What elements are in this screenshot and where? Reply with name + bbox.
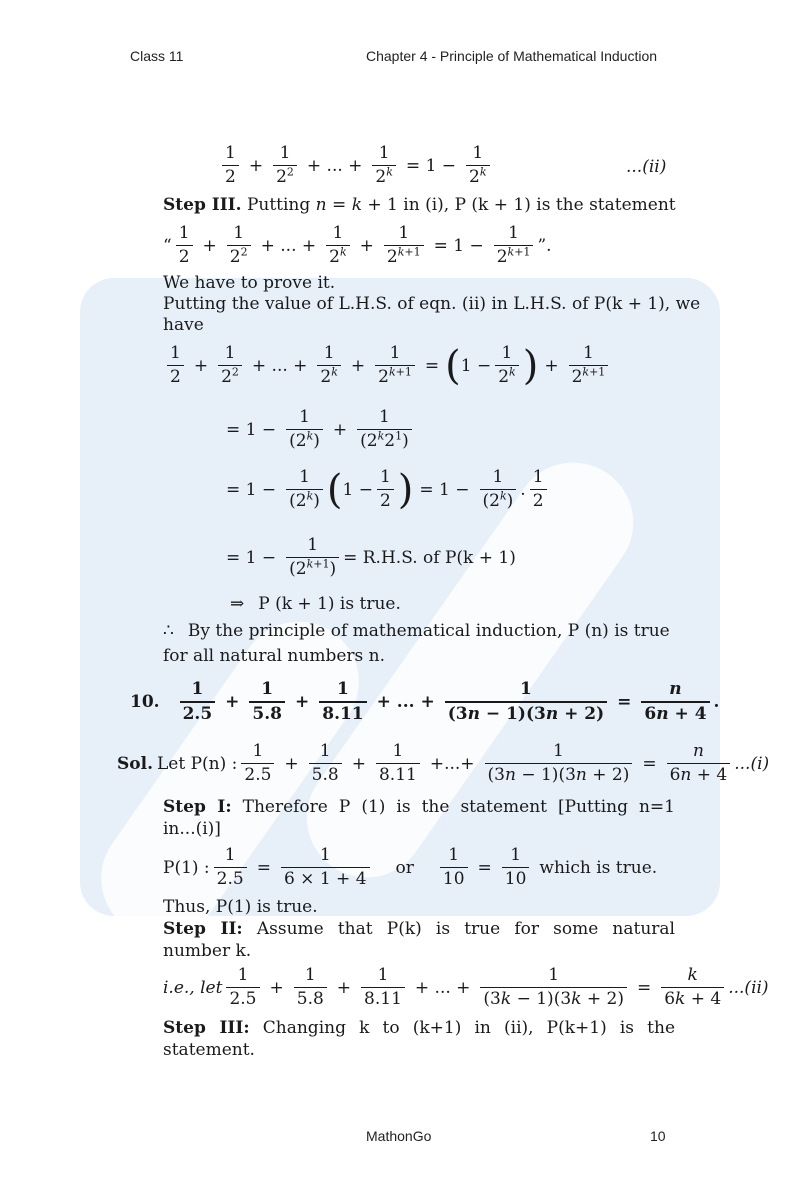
problem-number: 10. xyxy=(130,692,160,712)
header-chapter: Chapter 4 - Principle of Mathematical Induction xyxy=(366,48,658,64)
step-iii-sol-line xyxy=(163,1017,675,1039)
text: Assume that P(k) is true for some natural xyxy=(256,919,675,939)
equation-tag: ...(ii) xyxy=(626,157,667,177)
step-label: Step I: xyxy=(163,797,232,817)
step-label: Step II: xyxy=(163,919,243,939)
text-line: for all natural numbers n. xyxy=(163,646,386,666)
step-i-line xyxy=(163,796,675,818)
equation-step: = 1 − $\frac{1}{(2^k)}$ + $\frac{1}{(2^k2^1)}$ xyxy=(226,408,416,451)
text-line: Putting the value of L.H.S. of eqn. (ii) in L.H.S. of P(k + 1), we xyxy=(163,294,701,314)
equation-ii: $\frac{1}{2}$ + $\frac{1}{2^2}$ + ... + $\frac{1}{2^k}$ = 1 − $\frac{1}{2^k}$ xyxy=(218,144,494,187)
sol-label: Sol. xyxy=(117,753,153,774)
text: Changing k to (k+1) in (ii), P(k+1) is the xyxy=(262,1018,675,1038)
text: P (k + 1) is true. xyxy=(258,594,401,614)
header-class: Class 11 xyxy=(130,48,184,64)
text: i.e., let xyxy=(163,977,223,998)
text: Putting xyxy=(246,195,311,215)
page-number: 10 xyxy=(650,1128,666,1144)
assumption-pk: i.e., let $\frac{1}{2.5}$ + $\frac{1}{5.8}$ + $\frac{1}{8.11}$ + ... + $\frac{1}{(3k - 1)(3k + 2)}$ = $\frac{k}{6k + 4}$ ...(ii) xyxy=(163,965,769,1009)
conclusion-line: ⇒ P (k + 1) is true. xyxy=(230,594,401,614)
footer-brand: MathonGo xyxy=(366,1128,432,1144)
text-line: number k. xyxy=(163,941,252,961)
text-line: have xyxy=(163,315,204,335)
statement-pk1: “ $\frac{1}{2}$ + $\frac{1}{2^2}$ + ... + $\frac{1}{2^k}$ + $\frac{1}{2^{k+1}}$ = 1 − $\frac{1}{2^{k+1}}$ ”. xyxy=(163,223,552,267)
text-line: We have to prove it. xyxy=(163,273,336,293)
lhs-expansion: $\frac{1}{2}$ + $\frac{1}{2^2}$ + ... + $\frac{1}{2^k}$ + $\frac{1}{2^{k+1}}$ = ( 1 − $\frac{1}{2^k}$ ) + $\frac{1}{2^{k+1}}$ xyxy=(163,344,612,387)
step-ii-line xyxy=(163,918,675,940)
solution-let: Sol. Let P(n) : $\frac{1}{2.5}$ + $\frac{1}{5.8}$ + $\frac{1}{8.11}$ +...+ $\frac{1}{(3n - 1)(3n + 2)}$ = $\frac{n}{6n + 4}$ ...(i) xyxy=(117,741,770,785)
text-line: in...(i)] xyxy=(163,819,221,839)
text: Let P(n) : xyxy=(157,753,238,774)
equation-step: = 1 − $\frac{1}{(2^{k+1})}$ = R.H.S. of P(k + 1) xyxy=(226,535,516,579)
step-label: Step III: xyxy=(163,1018,250,1038)
text: which is true. xyxy=(539,857,658,878)
step-iii-line: Step III. Putting n = k + 1 in (i), P (k + 1) is the statement xyxy=(163,195,676,215)
text: in (i), P (k + 1) is the statement xyxy=(403,195,676,215)
tag: ...(i) xyxy=(734,753,770,774)
text: or xyxy=(395,857,414,878)
equation-step: = 1 − $\frac{1}{(2^k)}$ ( 1 − $\frac{1}{2}$ ) = 1 − $\frac{1}{(2^k)}$ . $\frac{1}{2}$ xyxy=(226,468,551,511)
text: Therefore P (1) is the statement [Putting n=1 xyxy=(242,797,675,817)
text: P(1) : xyxy=(163,857,210,878)
p1-statement: P(1) : $\frac{1}{2.5}$ = $\frac{1}{6 \times 1 + 4}$ or $\frac{1}{10}$ = $\frac{1}{10}$ which is true. xyxy=(163,845,658,889)
text-line: Thus, P(1) is true. xyxy=(163,897,318,917)
step-label: Step III. xyxy=(163,195,242,215)
tag: ...(ii) xyxy=(728,977,769,998)
text-line: statement. xyxy=(163,1040,255,1060)
text: By the principle of mathematical induction, P (n) is true xyxy=(187,621,670,641)
principle-line: ∴ By the principle of mathematical induction, P (n) is true xyxy=(163,621,670,641)
problem-10: 10. $\frac{1}{2.5}$ + $\frac{1}{5.8}$ + $\frac{1}{8.11}$ + ... + $\frac{1}{(3n - 1)(3n + 2)}$ = $\frac{n}{6n + 4}$ . xyxy=(130,679,720,724)
rhs-text: = R.H.S. of P(k + 1) xyxy=(343,547,516,568)
